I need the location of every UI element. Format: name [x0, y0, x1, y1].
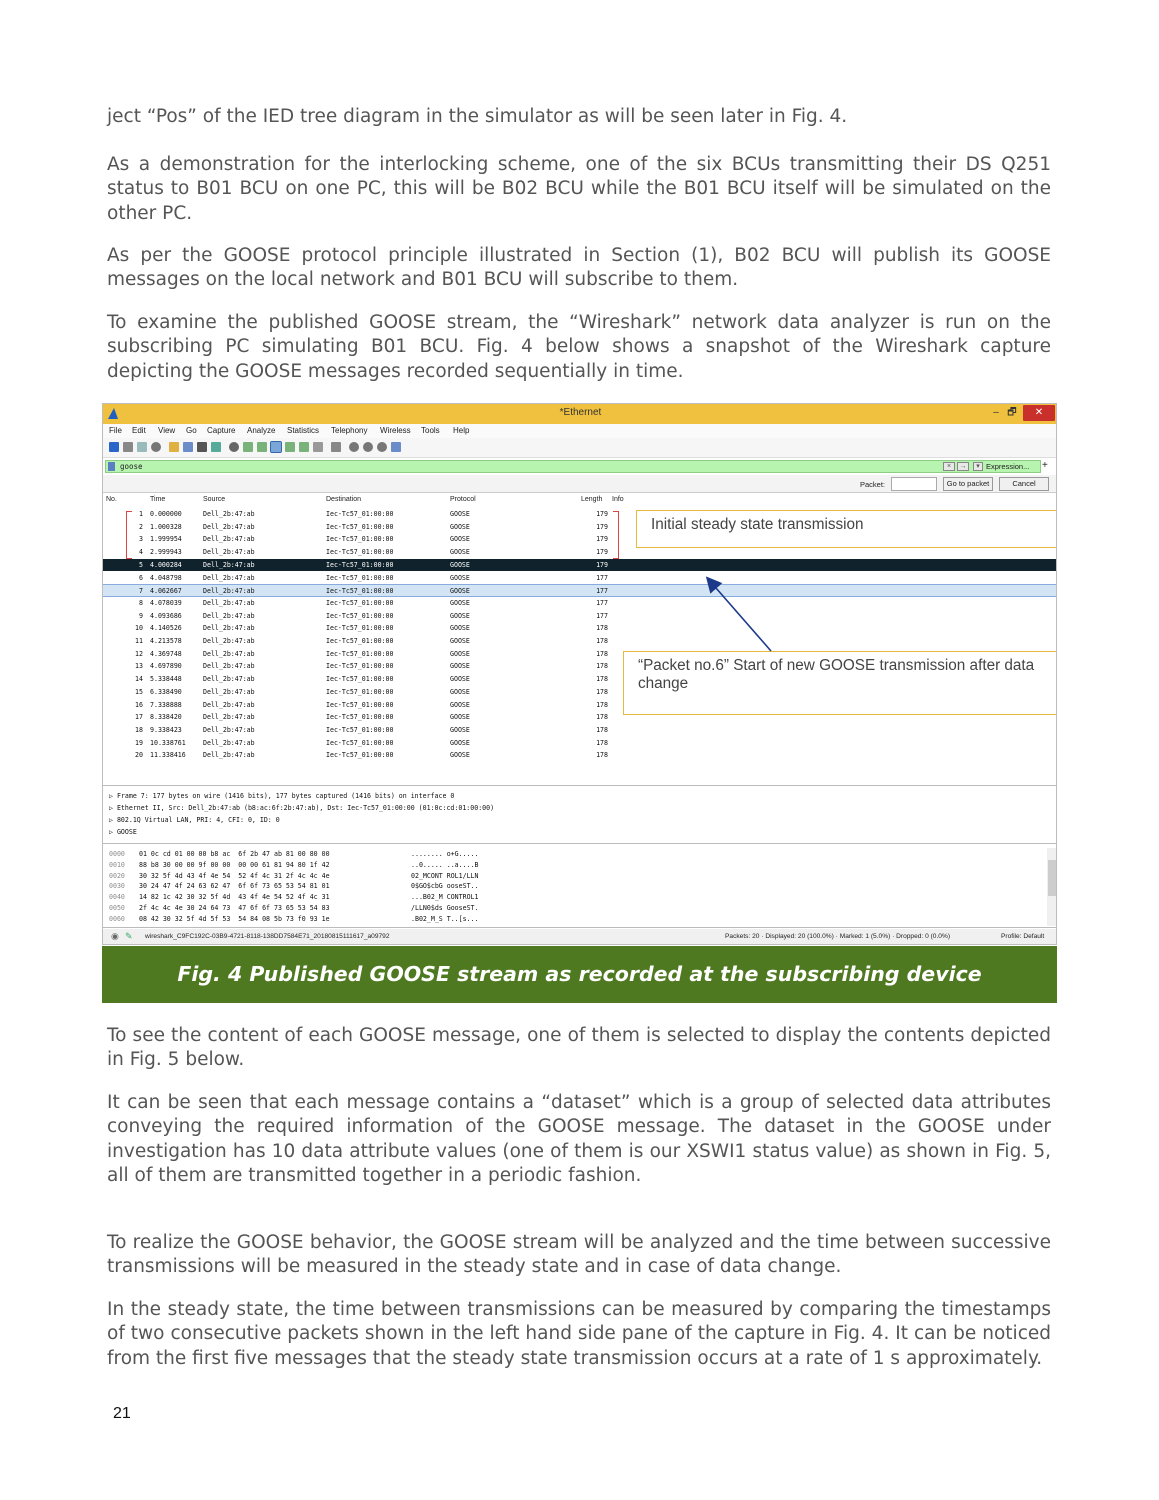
hex-offset: 0060 — [109, 914, 125, 923]
paragraph-6: It can be seen that each message contains a “dataset” which is a group of selected data attributes conveying the required information of the GOOSE message. The dataset in the GOOSE under investigation has 10 data attribute values (one of them is our XSWI1 status value) as shown in Fig. 5, all of them are transmitted together in a periodic fashion. — [107, 1092, 1051, 1187]
hex-bytes: 14 82 1c 42 30 32 5f 4d 43 4f 4e 54 52 4f 4c 31 — [139, 893, 330, 902]
hex-offset: 0000 — [109, 850, 125, 858]
cell-no: 9 — [139, 611, 143, 620]
cell-time: 4.000284 — [150, 560, 182, 569]
cell-length: 178 — [596, 662, 608, 671]
cell-destination: Iec-Tc57_01:00:00 — [326, 675, 394, 684]
cell-protocol: GOOSE — [450, 637, 470, 645]
packet-row[interactable] — [103, 737, 1057, 750]
cancel-button[interactable]: Cancel — [999, 477, 1049, 491]
cell-protocol: GOOSE — [450, 649, 470, 658]
cell-destination: Iec-Tc57_01:00:00 — [326, 587, 394, 596]
autoscroll-icon[interactable] — [313, 442, 323, 452]
column-header-info[interactable]: Info — [612, 496, 624, 503]
cell-length: 178 — [596, 725, 608, 734]
cell-protocol: GOOSE — [450, 725, 470, 734]
cell-length: 177 — [596, 573, 608, 582]
cell-length: 177 — [596, 611, 608, 620]
cell-length: 179 — [596, 510, 608, 518]
cell-protocol: GOOSE — [450, 611, 470, 620]
capture-file-name: wireshark_C9FC192C-03B9-4721-8118-138DD7584E71_20180815111617_a09792 — [145, 933, 390, 940]
cell-destination: Iec-Tc57_01:00:00 — [326, 560, 394, 569]
start-capture-icon[interactable] — [109, 442, 119, 452]
go-to-packet-icon[interactable] — [271, 442, 281, 452]
hex-bytes: 30 32 5f 4d 43 4f 4e 54 52 4f 4c 31 2f 4c 4c 4e — [139, 871, 330, 880]
menu-capture[interactable]: Capture — [207, 426, 236, 435]
cell-length: 178 — [596, 624, 608, 633]
menu-view[interactable]: View — [158, 426, 176, 435]
menu-telephony[interactable]: Telephony — [331, 426, 368, 435]
menu-statistics[interactable]: Statistics — [287, 426, 320, 435]
cell-time: 4.093686 — [150, 611, 182, 620]
detail-text: GOOSE — [116, 828, 137, 836]
hex-bytes: 30 24 47 4f 24 63 62 47 6f 6f 73 65 53 54 81 01 — [139, 882, 330, 891]
hex-ascii: 02_MCONT ROL1/LLN — [411, 871, 479, 880]
cell-destination: Iec-Tc57_01:00:00 — [326, 510, 394, 518]
cell-no: 4 — [139, 548, 143, 557]
cell-length: 179 — [596, 548, 608, 557]
cell-no: 2 — [139, 522, 143, 531]
cell-destination: Iec-Tc57_01:00:00 — [326, 548, 394, 557]
cell-protocol: GOOSE — [450, 662, 470, 671]
cell-time: 5.338448 — [150, 675, 182, 684]
menu-help[interactable]: Help — [453, 426, 470, 435]
main-toolbar — [103, 438, 1057, 458]
packet-number-input[interactable] — [891, 477, 937, 491]
scrollbar-thumb[interactable] — [1048, 860, 1056, 896]
steady-state-bracket-left — [126, 511, 132, 559]
cell-time: 4.369748 — [150, 649, 182, 658]
cell-no: 18 — [135, 725, 143, 734]
go-back-icon[interactable] — [243, 442, 253, 452]
figure-caption: Fig. 4 Published GOOSE stream as recorded at the subscribing device — [102, 946, 1057, 1003]
menu-tools[interactable]: Tools — [421, 426, 440, 435]
cell-destination: Iec-Tc57_01:00:00 — [326, 725, 394, 734]
bytes-scrollbar[interactable] — [1047, 848, 1057, 926]
expression-button[interactable]: Expression... — [986, 462, 1030, 471]
cell-length: 178 — [596, 751, 608, 760]
packet-row[interactable] — [103, 749, 1057, 762]
cell-time: 4.048798 — [150, 573, 182, 582]
annotation-data-change — [623, 651, 1057, 715]
zoom-in-icon[interactable] — [349, 442, 359, 452]
cell-length: 178 — [596, 713, 608, 722]
cell-destination: Iec-Tc57_01:00:00 — [326, 598, 394, 607]
colorize-icon[interactable] — [331, 442, 341, 452]
cell-protocol: GOOSE — [450, 624, 470, 633]
cell-time: 8.338420 — [150, 713, 182, 722]
expert-info-icon[interactable]: ◉ — [111, 931, 119, 941]
cell-source: Dell_2b:47:ab — [203, 738, 255, 747]
restart-capture-icon[interactable] — [137, 442, 147, 452]
cell-time: 7.338888 — [150, 700, 182, 709]
cell-length: 178 — [596, 637, 608, 645]
go-forward-icon[interactable] — [257, 442, 267, 452]
paragraph-7: To realize the GOOSE behavior, the GOOSE stream will be analyzed and the time between successive transmissions will be measured in the steady state and in case of data change. — [107, 1232, 1051, 1278]
minimize-button[interactable]: – — [993, 407, 999, 418]
cell-time: 9.338423 — [150, 725, 182, 734]
cell-protocol: GOOSE — [450, 535, 470, 544]
hex-ascii: ........ o+G..... — [411, 850, 479, 858]
cell-no: 7 — [139, 587, 143, 596]
hex-offset: 0040 — [109, 893, 125, 902]
cell-no: 1 — [139, 510, 143, 518]
display-filter-bar[interactable] — [105, 460, 1041, 473]
expand-arrow-icon[interactable]: ▷ — [109, 816, 117, 824]
packet-row[interactable] — [103, 597, 1057, 610]
cell-protocol: GOOSE — [450, 700, 470, 709]
capture-comment-icon[interactable]: ✎ — [125, 931, 133, 941]
cell-time: 11.338416 — [150, 751, 186, 760]
first-packet-icon[interactable] — [285, 442, 295, 452]
cell-length: 178 — [596, 700, 608, 709]
cell-time: 4.213578 — [150, 637, 182, 645]
paragraph-4: To examine the published GOOSE stream, the “Wireshark” network data analyzer is run on the subscribing PC simulating B01 BCU. Fig. 4 below shows a snapshot of the Wireshark capture depicting the GOOSE messages recorded sequentially in time. — [107, 312, 1051, 382]
cell-time: 1.999954 — [150, 535, 182, 544]
cell-protocol: GOOSE — [450, 738, 470, 747]
page-number: 21 — [113, 1405, 131, 1422]
window-title: *Ethernet — [559, 407, 602, 418]
column-header-length[interactable]: Length — [581, 496, 603, 503]
capture-options-icon[interactable] — [151, 442, 161, 452]
hex-offset: 0010 — [109, 860, 125, 869]
cell-protocol: GOOSE — [450, 598, 470, 607]
filter-dropdown-icon[interactable]: ▾ — [973, 462, 983, 471]
cell-source: Dell_2b:47:ab — [203, 587, 255, 596]
cell-source: Dell_2b:47:ab — [203, 573, 255, 582]
cell-source: Dell_2b:47:ab — [203, 535, 255, 544]
cell-no: 20 — [135, 751, 143, 760]
cell-no: 14 — [135, 675, 143, 684]
column-header-time[interactable]: Time — [150, 496, 166, 503]
cell-destination: Iec-Tc57_01:00:00 — [326, 713, 394, 722]
cell-destination: Iec-Tc57_01:00:00 — [326, 535, 394, 544]
cell-no: 15 — [135, 687, 143, 696]
cell-destination: Iec-Tc57_01:00:00 — [326, 738, 394, 747]
detail-goose[interactable] — [109, 828, 137, 836]
cell-no: 17 — [135, 713, 143, 722]
packet-label: Packet: — [860, 480, 886, 489]
stop-capture-icon[interactable] — [123, 442, 133, 452]
zoom-out-icon[interactable] — [363, 442, 373, 452]
cell-protocol: GOOSE — [450, 675, 470, 684]
profile-indicator[interactable]: Profile: Default — [1001, 933, 1045, 940]
expand-arrow-icon[interactable]: ▷ — [109, 792, 117, 800]
status-bar — [103, 929, 1057, 945]
menu-edit[interactable]: Edit — [132, 426, 146, 435]
cell-protocol: GOOSE — [450, 573, 470, 582]
cell-destination: Iec-Tc57_01:00:00 — [326, 573, 394, 582]
paragraph-5: To see the content of each GOOSE message, one of them is selected to display the contents depicted in Fig. 5 below. — [107, 1025, 1051, 1071]
cell-time: 4.078039 — [150, 598, 182, 607]
cell-source: Dell_2b:47:ab — [203, 637, 255, 645]
cell-destination: Iec-Tc57_01:00:00 — [326, 662, 394, 671]
cell-source: Dell_2b:47:ab — [203, 725, 255, 734]
packet-row[interactable] — [103, 635, 1057, 648]
expand-arrow-icon[interactable]: ▷ — [109, 828, 117, 836]
packet-counts: Packets: 20 · Displayed: 20 (100.0%) · Marked: 1 (5.0%) · Dropped: 0 (0.0%) — [725, 933, 951, 940]
paragraph-2: As a demonstration for the interlocking scheme, one of the six BCUs transmitting their DS Q251 status to B01 BCU on one PC, this will be B02 BCU while the B01 BCU itself will be simulated on the other PC. — [107, 154, 1051, 224]
cell-time: 6.338490 — [150, 687, 182, 696]
paragraph-3: As per the GOOSE protocol principle illustrated in Section (1), B02 BCU will publish its GOOSE messages on the local network and B01 BCU will subscribe to them. — [107, 245, 1051, 291]
cell-no: 13 — [135, 662, 143, 671]
last-packet-icon[interactable] — [299, 442, 309, 452]
cell-source: Dell_2b:47:ab — [203, 611, 255, 620]
cell-length: 179 — [596, 535, 608, 544]
cell-source: Dell_2b:47:ab — [203, 662, 255, 671]
go-to-packet-button[interactable]: Go to packet — [943, 477, 993, 491]
hex-ascii: ...B02_M CONTROL1 — [411, 893, 479, 902]
column-header-no[interactable]: No. — [106, 496, 117, 503]
cell-source: Dell_2b:47:ab — [203, 687, 255, 696]
cell-source: Dell_2b:47:ab — [203, 624, 255, 633]
cell-no: 16 — [135, 700, 143, 709]
cell-source: Dell_2b:47:ab — [203, 522, 255, 531]
add-filter-button[interactable]: + — [1042, 460, 1048, 471]
annotation-steady-state-text: Initial steady state transmission — [651, 516, 864, 533]
packet-details-pane — [103, 788, 1057, 844]
menu-analyze[interactable]: Analyze — [247, 426, 276, 435]
cell-length: 178 — [596, 687, 608, 696]
save-file-icon[interactable] — [183, 442, 193, 452]
detail-text: Ethernet II, Src: Dell_2b:47:ab (b8:ac:6f:2b:47:ab), Dst: Iec-Tc57_01:00:00 (01:0c:cd:01:00:00) — [116, 804, 495, 812]
cell-no: 19 — [135, 738, 143, 747]
cell-protocol: GOOSE — [450, 713, 470, 722]
cell-protocol: GOOSE — [450, 548, 470, 557]
detail-text: Frame 7: 177 bytes on wire (1416 bits), 177 bytes captured (1416 bits) on interface 0 — [116, 792, 455, 800]
detail-vlan[interactable] — [109, 816, 280, 824]
cell-length: 178 — [596, 649, 608, 658]
menu-wireless[interactable]: Wireless — [380, 426, 411, 435]
menu-go[interactable]: Go — [186, 426, 197, 435]
cell-time: 10.338761 — [150, 738, 186, 747]
packet-row[interactable] — [103, 610, 1057, 623]
cell-source: Dell_2b:47:ab — [203, 713, 255, 722]
hex-ascii: /LLN0$ds GooseST. — [411, 904, 479, 912]
packet-row[interactable] — [103, 572, 1057, 585]
cell-protocol: GOOSE — [450, 560, 470, 569]
hex-bytes: 01 0c cd 01 00 00 b8 ac 6f 2b 47 ab 81 00 80 00 — [139, 850, 330, 858]
paragraph-1: ject “Pos” of the IED tree diagram in the simulator as will be seen later in Fig. 4. — [107, 106, 848, 127]
normal-size-icon[interactable] — [377, 442, 387, 452]
wireshark-screenshot — [102, 403, 1057, 945]
cell-length: 177 — [596, 598, 608, 607]
cell-source: Dell_2b:47:ab — [203, 700, 255, 709]
column-header-destination[interactable]: Destination — [326, 496, 362, 503]
cell-source: Dell_2b:47:ab — [203, 675, 255, 684]
close-button[interactable]: ✕ — [1023, 405, 1055, 421]
cell-time: 2.999943 — [150, 548, 182, 557]
hex-bytes: 2f 4c 4c 4e 30 24 64 73 47 6f 6f 73 65 53 54 83 — [139, 904, 330, 912]
cell-no: 10 — [135, 624, 143, 633]
cell-time: 4.140526 — [150, 624, 182, 633]
cell-destination: Iec-Tc57_01:00:00 — [326, 649, 394, 658]
cell-length: 178 — [596, 738, 608, 747]
hex-ascii: ..0..... ..a....B — [411, 860, 479, 869]
cell-protocol: GOOSE — [450, 510, 470, 518]
window-titlebar — [103, 404, 1057, 424]
cell-no: 12 — [135, 649, 143, 658]
cell-no: 8 — [139, 598, 143, 607]
annotation-steady-state — [636, 510, 1057, 548]
cell-time: 4.697890 — [150, 662, 182, 671]
cell-no: 3 — [139, 535, 143, 544]
cell-time: 0.000000 — [150, 510, 182, 518]
cell-protocol: GOOSE — [450, 687, 470, 696]
resize-columns-icon[interactable] — [391, 442, 401, 452]
packet-row[interactable] — [103, 724, 1057, 737]
cell-source: Dell_2b:47:ab — [203, 548, 255, 557]
go-to-packet-bar — [103, 475, 1057, 493]
annotation-data-change-text: “Packet no.6” Start of new GOOSE transmission after data change — [638, 657, 1035, 692]
hex-bytes: 88 b8 30 00 00 9f 00 00 00 00 61 81 94 80 1f 42 — [139, 860, 330, 869]
bookmark-icon[interactable] — [108, 462, 115, 471]
cell-protocol: GOOSE — [450, 751, 470, 760]
reload-icon[interactable] — [211, 442, 221, 452]
detail-text: 802.1Q Virtual LAN, PRI: 4, CFI: 0, ID: 0 — [116, 816, 280, 824]
cell-source: Dell_2b:47:ab — [203, 510, 255, 518]
cell-time: 4.062667 — [150, 587, 182, 596]
hex-offset: 0050 — [109, 904, 125, 912]
hex-offset: 0030 — [109, 882, 125, 891]
cell-no: 6 — [139, 573, 143, 582]
menu-bar — [103, 424, 1057, 438]
hex-offset: 0020 — [109, 871, 125, 880]
cell-length: 179 — [596, 560, 608, 569]
hex-bytes: 08 42 30 32 5f 4d 5f 53 54 84 08 5b 73 f0 93 1e — [139, 914, 330, 923]
hex-ascii: .B02_M_S T..[s... — [411, 914, 479, 923]
display-filter-input[interactable]: goose — [120, 462, 143, 471]
apply-filter-icon[interactable]: → — [957, 462, 969, 471]
paragraph-8: In the steady state, the time between transmissions can be measured by comparing the timestamps of two consecutive packets shown in the left hand side pane of the capture in Fig. 4. It can be noticed from the first five messages that the steady state transmission occurs at a rate of 1 s approximately. — [107, 1299, 1051, 1369]
cell-source: Dell_2b:47:ab — [203, 751, 255, 760]
cell-length: 177 — [596, 587, 608, 596]
cell-length: 178 — [596, 675, 608, 684]
menu-file[interactable]: File — [109, 426, 122, 435]
column-header-source[interactable]: Source — [203, 496, 226, 503]
packet-row[interactable] — [103, 584, 1057, 597]
cell-destination: Iec-Tc57_01:00:00 — [326, 637, 394, 645]
expand-arrow-icon[interactable]: ▷ — [109, 804, 117, 812]
cell-time: 1.000328 — [150, 522, 182, 531]
cell-destination: Iec-Tc57_01:00:00 — [326, 700, 394, 709]
restore-button[interactable]: 🗗 — [1007, 407, 1017, 418]
packet-bytes-pane — [103, 846, 1057, 928]
packet-list-header — [103, 496, 1057, 507]
steady-state-bracket-right — [613, 511, 619, 559]
packet-row[interactable] — [103, 559, 1057, 572]
column-header-protocol[interactable]: Protocol — [450, 496, 476, 503]
cell-protocol: GOOSE — [450, 587, 470, 596]
detail-ethernet[interactable] — [109, 804, 494, 812]
cell-protocol: GOOSE — [450, 522, 470, 531]
close-file-icon[interactable] — [197, 442, 207, 452]
find-packet-icon[interactable] — [229, 442, 239, 452]
cell-destination: Iec-Tc57_01:00:00 — [326, 624, 394, 633]
detail-frame[interactable] — [109, 792, 454, 800]
cell-no: 11 — [135, 637, 143, 645]
cell-source: Dell_2b:47:ab — [203, 598, 255, 607]
clear-filter-icon[interactable]: × — [943, 462, 955, 471]
cell-destination: Iec-Tc57_01:00:00 — [326, 751, 394, 760]
open-file-icon[interactable] — [169, 442, 179, 452]
cell-destination: Iec-Tc57_01:00:00 — [326, 687, 394, 696]
cell-no: 5 — [139, 560, 143, 569]
cell-source: Dell_2b:47:ab — [203, 649, 255, 658]
cell-length: 179 — [596, 522, 608, 531]
cell-destination: Iec-Tc57_01:00:00 — [326, 522, 394, 531]
cell-source: Dell_2b:47:ab — [203, 560, 255, 569]
packet-row[interactable] — [103, 622, 1057, 635]
hex-ascii: 0$GO$cbG ooseST.. — [411, 882, 479, 891]
cell-destination: Iec-Tc57_01:00:00 — [326, 611, 394, 620]
